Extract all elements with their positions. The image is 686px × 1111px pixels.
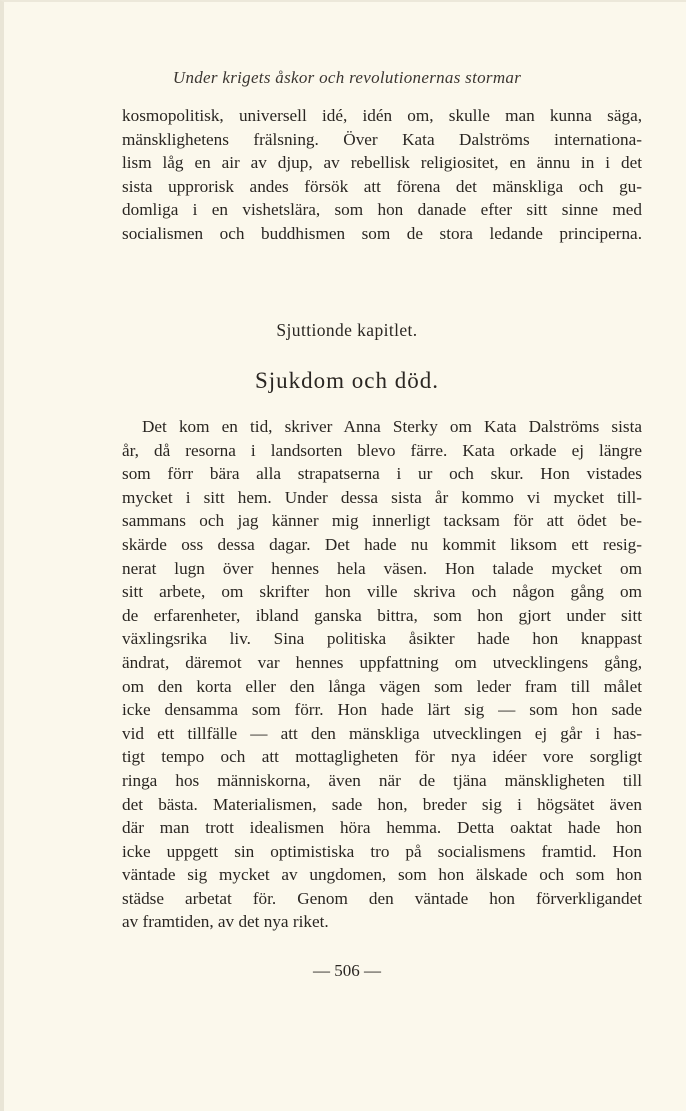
- text-line: växlingsrika liv. Sina politiska åsikter hade hon knappast: [122, 629, 642, 649]
- text-line: sammans och jag känner mig innerligt tacksam för att ödet be-: [122, 511, 642, 531]
- text-line: de erfarenheter, ibland ganska bittra, som hon gjort under sitt: [122, 605, 642, 625]
- text-line: om den korta eller den långa vägen som leder fram till målet: [122, 676, 642, 696]
- text-line: lism låg en air av djup, av rebellisk religiositet, en ännu in i det: [122, 153, 642, 173]
- text-line: det bästa. Materialismen, sade hon, breder sig i högsätet även: [122, 794, 642, 814]
- text-line: Det kom en tid, skriver Anna Sterky om Kata Dalströms sista: [142, 417, 642, 436]
- page-number: — 506 —: [313, 961, 381, 980]
- text-line: nerat lugn över hennes hela väsen. Hon talade mycket om: [122, 558, 642, 578]
- text-line: socialismen och buddhismen som de stora ledande principerna.: [122, 223, 642, 243]
- text-line: som förr bära alla strapatserna i ur och skur. Hon vistades: [122, 464, 642, 484]
- text-line: väntade sig mycket av ungdomen, som hon älskade och som hon: [122, 865, 642, 885]
- text-line: mycket i sitt hem. Under dessa sista år kommo vi mycket till-: [122, 487, 642, 507]
- text-line: sitt arbete, om skrifter hon ville skriva och någon gång om: [122, 582, 642, 602]
- chapter-paragraph: [122, 415, 642, 934]
- text-line: mänsklighetens frälsning. Över Kata Dalströms internationa-: [122, 129, 642, 149]
- chapter-label: Sjuttionde kapitlet.: [276, 320, 418, 340]
- text-line: av framtiden, av det nya riket.: [122, 912, 329, 932]
- paragraph-continuation: [122, 104, 642, 246]
- text-line: tigt tempo och att mottagligheten för nya idéer vore sorgligt: [122, 747, 642, 767]
- text-line: icke uppgett sin optimistiska tro på socialismens framtid. Hon: [122, 841, 642, 861]
- text-line: där man trott idealismen höra hemma. Detta oaktat hade hon: [122, 818, 642, 838]
- chapter-title: Sjukdom och död.: [254, 368, 440, 393]
- text-line: skärde oss dessa dagar. Det hade nu kommit liksom ett resig-: [122, 534, 642, 554]
- text-line: ändrat, däremot var hennes uppfattning om utvecklingens gång,: [122, 652, 642, 672]
- text-line: icke densamma som förr. Hon hade lärt sig — som hon sade: [122, 700, 642, 720]
- text-line: städse arbetat för. Genom den väntade hon förverkligandet: [122, 888, 642, 908]
- text-line: vid ett tillfälle — att den mänskliga utvecklingen ej går i has-: [122, 723, 642, 743]
- text-line: år, då resorna i landsorten blevo färre. Kata orkade ej längre: [122, 440, 642, 460]
- running-head: Under krigets åskor och revolutionernas stormar: [172, 68, 522, 87]
- text-line: kosmopolitisk, universell idé, idén om, skulle man kunna säga,: [122, 106, 642, 125]
- text-line: domliga i en vishetslära, som hon danade efter sitt sinne med: [122, 200, 642, 220]
- text-line: ringa hos människorna, även när de tjäna mänskligheten till: [122, 770, 642, 790]
- text-line: sista upprorisk andes försök att förena det mänskliga och gu-: [122, 176, 642, 196]
